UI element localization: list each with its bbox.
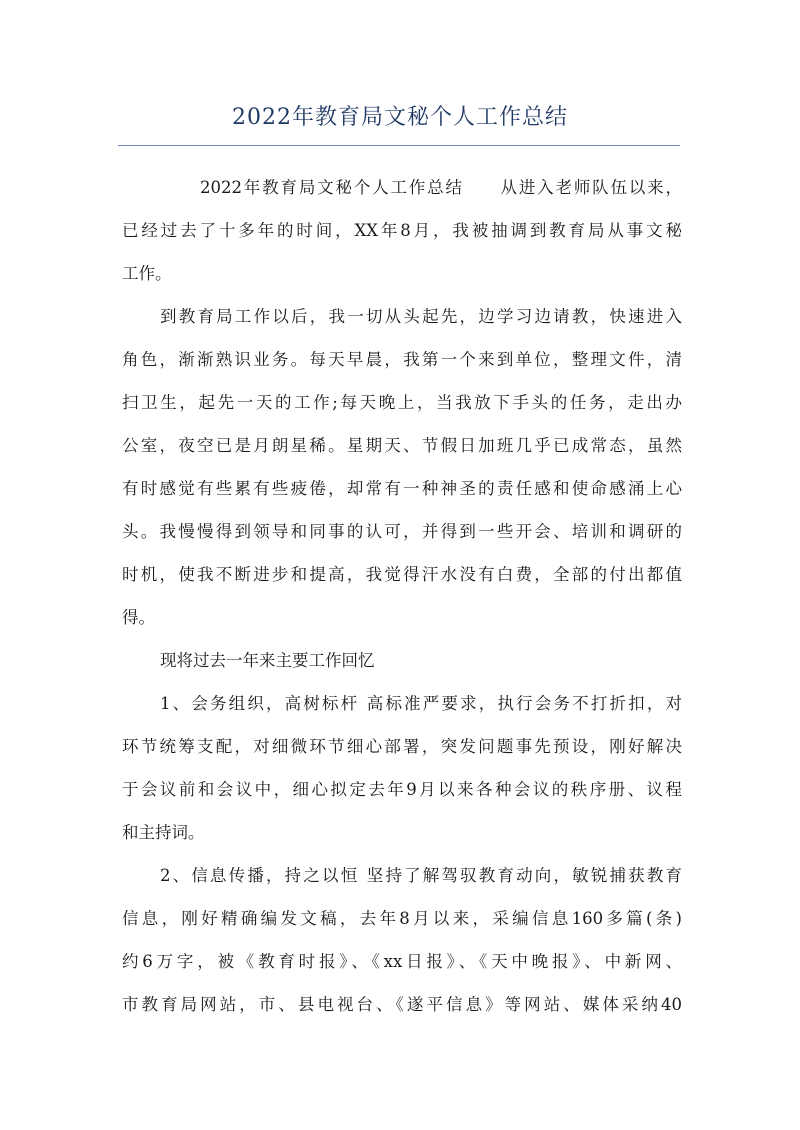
item-2-line: 约6万字，被《教育时报》、《xx日报》、《天中晚报》、中新网、 bbox=[122, 952, 682, 971]
title-underline bbox=[118, 145, 680, 146]
item-1-line: 环节统筹支配，对细微环节细心部署，突发问题事先预设，刚好解决 bbox=[122, 737, 682, 756]
intro-line: 2022年教育局文秘个人工作总结 从进入老师队伍以来， bbox=[200, 178, 682, 197]
item-2-line: 市教育局网站，市、县电视台、《遂平信息》等网站、媒体采纳40 bbox=[122, 995, 682, 1014]
item-1-line: 1、会务组织，高树标杆 高标准严要求，执行会务不打折扣，对 bbox=[160, 694, 682, 713]
work-start-line: 有时感觉有些累有些疲倦，却常有一种神圣的责任感和使命感涌上心 bbox=[122, 479, 682, 498]
intro-line: 已经过去了十多年的时间，XX年8月，我被抽调到教育局从事文秘 bbox=[122, 221, 682, 240]
document-title: 2022年教育局文秘个人工作总结 bbox=[232, 105, 568, 130]
work-start-line: 角色，渐渐熟识业务。每天早晨，我第一个来到单位，整理文件，清 bbox=[122, 350, 682, 369]
intro-line: 工作。 bbox=[122, 264, 172, 283]
item-1-line: 于会议前和会议中，细心拟定去年9月以来各种会议的秩序册、议程 bbox=[122, 780, 682, 799]
item-1-line: 和主持词。 bbox=[122, 823, 205, 842]
item-2-line: 2、信息传播，持之以恒 坚持了解驾驭教育动向，敏锐捕获教育 bbox=[160, 866, 682, 885]
work-start-line: 得。 bbox=[122, 608, 155, 627]
work-start-line: 头。我慢慢得到领导和同事的认可，并得到一些开会、培训和调研的 bbox=[122, 522, 682, 541]
work-start-line: 公室，夜空已是月朗星稀。星期天、节假日加班几乎已成常态，虽然 bbox=[122, 436, 682, 455]
work-start-line: 时机，使我不断进步和提高，我觉得汗水没有白费，全部的付出都值 bbox=[122, 565, 682, 584]
review-intro-line: 现将过去一年来主要工作回忆 bbox=[160, 651, 375, 670]
item-2-line: 信息，刚好精确编发文稿，去年8月以来，采编信息160多篇(条) bbox=[122, 909, 682, 928]
work-start-line: 扫卫生，起先一天的工作;每天晚上，当我放下手头的任务，走出办 bbox=[122, 393, 682, 412]
work-start-line: 到教育局工作以后，我一切从头起先，边学习边请教，快速进入 bbox=[160, 307, 682, 326]
